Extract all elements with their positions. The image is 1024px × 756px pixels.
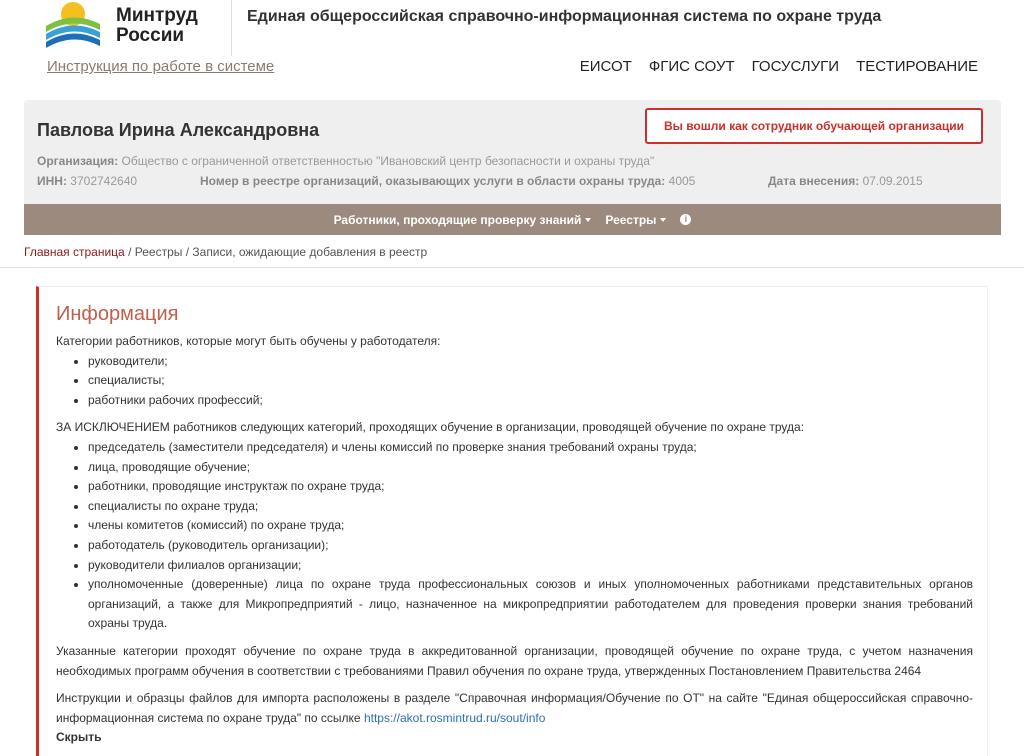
info-icon[interactable]: i	[680, 214, 691, 225]
info-paragraph-2-text: Инструкции и образцы файлов для импорта расположены в разделе "Справочная информация/Обучение по ОТ" на сайте "Единая общероссийская справочно-информационная система по охране труда" по ссылке	[56, 691, 973, 725]
instruction-link[interactable]: Инструкция по работе в системе	[47, 58, 275, 75]
breadcrumb-sep: /	[182, 245, 193, 259]
breadcrumb-current: Записи, ожидающие добавления в реестр	[192, 245, 428, 259]
date-value: 07.09.2015	[862, 174, 923, 188]
caret-down-icon	[660, 218, 666, 222]
caret-down-icon	[585, 218, 591, 222]
date-line	[768, 174, 923, 188]
user-panel	[24, 100, 1001, 204]
nav-eisot[interactable]: ЕИСОТ	[579, 58, 632, 75]
breadcrumb	[24, 245, 427, 259]
list-item: • председатель (заместители председателя) и члены комиссий по проверке знания требований охраны труда;	[88, 438, 973, 458]
list-item: • члены комитетов (комиссий) по охране труда;	[88, 516, 973, 536]
nav-registries-label: Реестры	[605, 212, 657, 227]
info-paragraph-2	[56, 689, 973, 728]
inn-line	[37, 174, 137, 188]
nav-testing[interactable]: ТЕСТИРОВАНИЕ	[856, 58, 978, 75]
breadcrumb-registries[interactable]: Реестры	[134, 245, 183, 259]
role-badge: Вы вошли как сотрудник обучающей организации	[645, 108, 983, 144]
list-item: • работники рабочих профессий;	[88, 391, 973, 411]
registry-label: Номер в реестре организаций, оказывающих услуги в области охраны труда:	[200, 174, 666, 188]
header-divider	[231, 0, 232, 56]
registry-value: 4005	[668, 174, 696, 188]
nav-workers-dropdown[interactable]	[334, 213, 592, 227]
list-item: • руководители филиалов организации;	[88, 556, 973, 576]
info-paragraph-1: Указанные категории проходят обучение по охране труда в аккредитованной организации, проводящей обучение по охране труда, с учетом назначения необходимых программ обучения в соответствии с требованиями Правил обучения по охране труда, утвержденных Постановлением Правительства 2464	[56, 643, 973, 678]
top-nav	[580, 58, 978, 75]
logo-text-line2: России	[116, 25, 185, 46]
nav-workers-label: Работники, проходящие проверку знаний	[333, 212, 582, 227]
mintrud-logo[interactable]	[46, 0, 100, 52]
list-item: • работодатель (руководитель организации);	[88, 536, 973, 556]
list-allowed-categories	[56, 352, 973, 411]
list-item: • лица, проводящие обучение;	[88, 458, 973, 478]
list-item: • специалисты по охране труда;	[88, 497, 973, 517]
registry-line	[200, 174, 695, 188]
org-value: Общество с ограниченной ответственностью "Ивановский центр безопасности и охраны труда"	[121, 154, 655, 168]
list-item: • руководители;	[88, 352, 973, 372]
hide-toggle[interactable]: Скрыть	[56, 730, 102, 745]
list-item: • работники, проводящие инструктаж по охране труда;	[88, 477, 973, 497]
nav-gosuslugi[interactable]: ГОСУСЛУГИ	[751, 58, 840, 75]
info-title: Информация	[56, 303, 179, 325]
divider	[0, 267, 1024, 268]
nav-registries-dropdown[interactable]	[605, 213, 666, 227]
info-exception: ЗА ИСКЛЮЧЕНИЕМ работников следующих категорий, проходящих обучение в организации, проводящей обучение по охране труда:	[56, 420, 805, 435]
info-panel	[36, 286, 988, 756]
logo-text-line1: Минтруд	[116, 5, 198, 26]
info-intro: Категории работников, которые могут быть обучены у работодателя:	[56, 334, 441, 348]
list-excluded-categories	[56, 438, 973, 634]
inn-value: 3702742640	[70, 174, 138, 188]
site-title: Единая общероссийская справочно-информационная система по охране труда	[247, 8, 882, 25]
list-item: • уполномоченные (доверенные) лица по охране труда профессиональных союзов и иных уполномоченных работниками представительных органов организаций, а также для Микропредприятий - лицо, назначенное на микропредприятии работодателем для проведения проверки знания требований охраны труда.	[88, 575, 973, 634]
list-item: • специалисты;	[88, 371, 973, 391]
breadcrumb-home[interactable]: Главная страница	[24, 245, 125, 259]
date-label: Дата внесения:	[768, 174, 860, 188]
user-name: Павлова Ирина Александровна	[37, 120, 320, 140]
organization-line	[37, 154, 654, 168]
org-label: Организация:	[37, 154, 119, 168]
breadcrumb-sep: /	[124, 245, 135, 259]
logo-text	[116, 6, 198, 46]
nav-fgis-sout[interactable]: ФГИС СОУТ	[648, 58, 735, 75]
info-help-link[interactable]: https://akot.rosmintrud.ru/sout/info	[363, 710, 546, 725]
inn-label: ИНН:	[37, 174, 67, 188]
main-nav	[24, 204, 1001, 235]
